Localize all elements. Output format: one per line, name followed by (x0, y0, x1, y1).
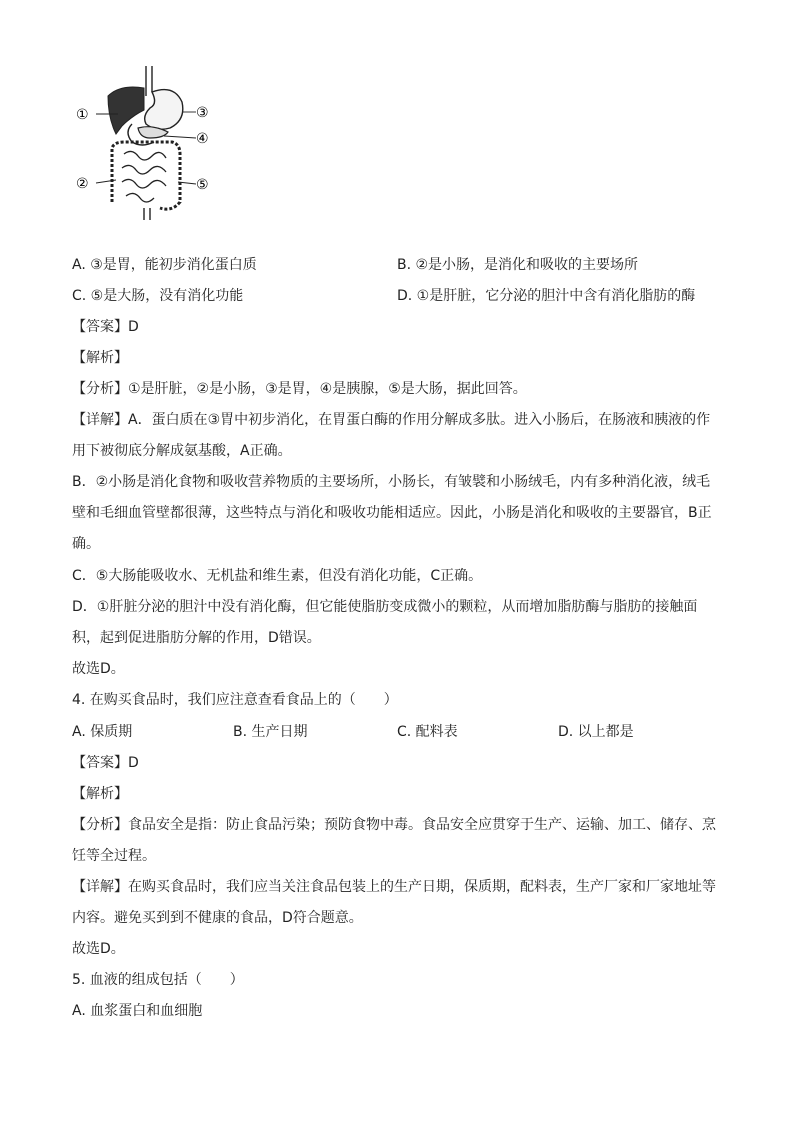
q4-option-a: A. 保质期 (72, 724, 133, 740)
q5-stem: 5. 血液的组成包括（ ） (72, 972, 244, 988)
q3-analysis-heading: 【解析】 (72, 350, 128, 366)
label-2: ② (76, 176, 89, 192)
q3-conclusion: 故选D。 (72, 661, 125, 677)
q3-option-b: B. ②是小肠，是消化和吸收的主要场所 (397, 257, 639, 273)
q3-xiangjie-a: 【详解】A．蛋白质在③胃中初步消化，在胃蛋白酶的作用分解成多肽。进入小肠后，在肠液和胰液的作用下被彻底分解成氨基酸，A正确。 (72, 412, 711, 459)
q4-xiangjie: 【详解】在购买食品时，我们应当关注食品包装上的生产日期，保质期，配料表，生产厂家和厂家地址等内容。避免买到到不健康的食品，D符合题意。 (72, 879, 716, 926)
q3-explanation-b: B．②小肠是消化食物和吸收营养物质的主要场所，小肠长，有皱襞和小肠绒毛，内有多种消化液，绒毛壁和毛细血管壁都很薄，这些特点与消化和吸收功能相适应。因此，小肠是消化和吸收的主要器官，B正确。 (72, 474, 712, 552)
q3-option-c: C. ⑤是大肠，没有消化功能 (72, 288, 244, 304)
digestive-system-diagram (72, 62, 222, 222)
q4-analysis-heading: 【解析】 (72, 786, 128, 802)
q3-answer: 【答案】D (72, 319, 139, 335)
q3-option-a: A. ③是胃，能初步消化蛋白质 (72, 257, 257, 273)
q5-option-a: A. 血浆蛋白和血细胞 (72, 1003, 203, 1019)
q3-explanation-d: D．①肝脏分泌的胆汁中没有消化酶，但它能使脂肪变成微小的颗粒，从而增加脂肪酶与脂肪的接触面积，起到促进脂肪分解的作用，D错误。 (72, 599, 698, 646)
label-3: ③ (196, 105, 209, 121)
label-5: ⑤ (196, 177, 209, 193)
q4-option-b: B. 生产日期 (233, 724, 308, 740)
q4-option-d: D. 以上都是 (558, 724, 634, 740)
label-1: ① (76, 107, 89, 123)
q4-option-c: C. 配料表 (397, 724, 458, 740)
q3-option-d: D. ①是肝脏，它分泌的胆汁中含有消化脂肪的酶 (397, 288, 696, 304)
q4-answer: 【答案】D (72, 755, 139, 771)
q4-conclusion: 故选D。 (72, 941, 125, 957)
q3-fenxi: 【分析】①是肝脏，②是小肠，③是胃，④是胰腺，⑤是大肠，据此回答。 (72, 381, 527, 397)
q4-fenxi: 【分析】食品安全是指：防止食品污染；预防食物中毒。食品安全应贯穿于生产、运输、加工、储存、烹饪等全过程。 (72, 817, 716, 864)
label-4: ④ (196, 131, 209, 147)
q4-stem: 4. 在购买食品时，我们应注意查看食品上的（ ） (72, 692, 398, 708)
q3-explanation-c: C．⑤大肠能吸收水、无机盐和维生素，但没有消化功能，C正确。 (72, 568, 483, 584)
